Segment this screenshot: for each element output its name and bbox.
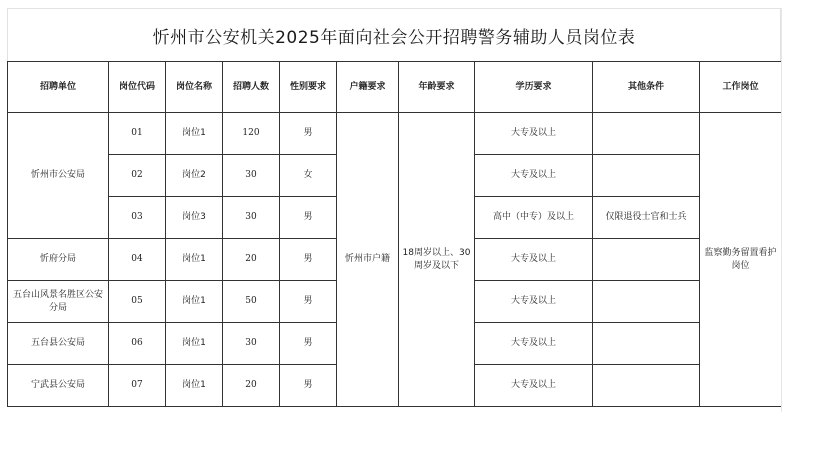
gender-cell: 女 [280,155,337,197]
page-edge-divider [781,8,782,412]
count-cell: 30 [223,197,280,239]
post-name-cell: 岗位1 [166,365,223,407]
post-name-cell: 岗位3 [166,197,223,239]
table-row [8,113,782,155]
page-title: 忻州市公安机关2025年面向社会公开招聘警务辅助人员岗位表 [7,8,781,61]
education-cell: 高中（中专）及以上 [475,197,593,239]
header-gender: 性别要求 [280,62,337,113]
other-cell [593,155,700,197]
unit-cell: 宁武县公安局 [8,365,109,407]
other-cell [593,239,700,281]
other-cell [593,281,700,323]
header-name: 岗位名称 [166,62,223,113]
header-count: 招聘人数 [223,62,280,113]
gender-cell: 男 [280,197,337,239]
education-cell: 大专及以上 [475,323,593,365]
other-cell [593,323,700,365]
count-cell: 20 [223,365,280,407]
post-name-cell: 岗位1 [166,113,223,155]
gender-cell: 男 [280,239,337,281]
count-cell: 50 [223,281,280,323]
education-cell: 大专及以上 [475,365,593,407]
header-row [8,62,782,113]
education-cell: 大专及以上 [475,281,593,323]
education-cell: 大专及以上 [475,155,593,197]
age-cell: 18周岁以上、30周岁及以下 [399,113,475,407]
header-education: 学历要求 [475,62,593,113]
education-cell: 大专及以上 [475,113,593,155]
other-cell [593,365,700,407]
code-cell: 07 [109,365,166,407]
unit-cell: 忻府分局 [8,239,109,281]
post-name-cell: 岗位1 [166,281,223,323]
count-cell: 30 [223,155,280,197]
code-cell: 03 [109,197,166,239]
code-cell: 01 [109,113,166,155]
code-cell: 05 [109,281,166,323]
post-name-cell: 岗位2 [166,155,223,197]
work-post-cell: 监察勤务留置看护岗位 [700,113,782,407]
unit-cell: 五台山风景名胜区公安分局 [8,281,109,323]
education-cell: 大专及以上 [475,239,593,281]
recruitment-sheet [7,8,781,412]
count-cell: 30 [223,323,280,365]
count-cell: 120 [223,113,280,155]
hukou-cell: 忻州市户籍 [337,113,399,407]
header-other: 其他条件 [593,62,700,113]
other-cell: 仅限退役士官和士兵 [593,197,700,239]
other-cell [593,113,700,155]
unit-cell: 忻州市公安局 [8,113,109,239]
post-name-cell: 岗位1 [166,323,223,365]
header-work-post: 工作岗位 [700,62,782,113]
gender-cell: 男 [280,113,337,155]
code-cell: 04 [109,239,166,281]
header-hukou: 户籍要求 [337,62,399,113]
header-code: 岗位代码 [109,62,166,113]
code-cell: 06 [109,323,166,365]
post-name-cell: 岗位1 [166,239,223,281]
gender-cell: 男 [280,323,337,365]
positions-table [7,61,782,407]
code-cell: 02 [109,155,166,197]
header-age: 年龄要求 [399,62,475,113]
gender-cell: 男 [280,365,337,407]
unit-cell: 五台县公安局 [8,323,109,365]
count-cell: 20 [223,239,280,281]
gender-cell: 男 [280,281,337,323]
header-unit: 招聘单位 [8,62,109,113]
